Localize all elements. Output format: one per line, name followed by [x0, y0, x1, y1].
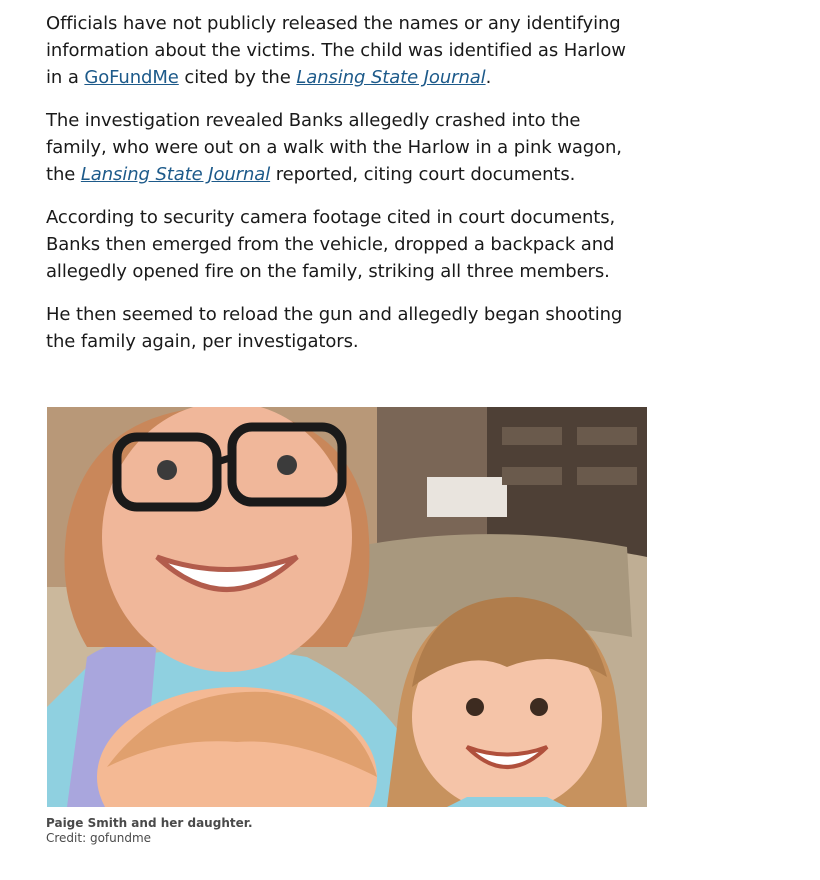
lansing-state-journal-link-2[interactable]: Lansing State Journal — [80, 164, 271, 185]
article-paragraph-4: He then seemed to reload the gun and allegedly began shooting the family again, per investigators. — [46, 304, 623, 352]
article-paragraph-1 — [46, 10, 646, 91]
paragraph-1-text-b: cited by the — [178, 67, 297, 88]
article-paragraph-3: According to security camera footage cited in court documents, Banks then emerged from the vehicle, dropped a backpack and allegedly opened fire on the family, striking all three members. — [46, 207, 616, 282]
lansing-state-journal-link-1[interactable]: Lansing State Journal — [296, 67, 486, 88]
caption-credit: Credit: gofundme — [46, 831, 152, 845]
paragraph-1-text-a: Officials have not publicly released the names or any identifying information about the victims. The child was identified as Harlow in a — [46, 13, 626, 88]
photo-caption — [46, 815, 646, 846]
article-paragraph-2 — [46, 107, 646, 188]
article-photo — [47, 407, 647, 807]
article-body — [46, 10, 646, 371]
paragraph-2-text-a: The investigation revealed Banks allegedly crashed into the family, who were out on a walk with the Harlow in a pink wagon, the — [46, 110, 622, 185]
family-selfie-illustration — [47, 407, 647, 807]
caption-title: Paige Smith and her daughter. — [46, 816, 253, 830]
gofundme-link[interactable]: GoFundMe — [84, 67, 179, 88]
paragraph-1-text-c: . — [485, 67, 492, 88]
paragraph-2-text-b: reported, citing court documents. — [270, 164, 576, 185]
